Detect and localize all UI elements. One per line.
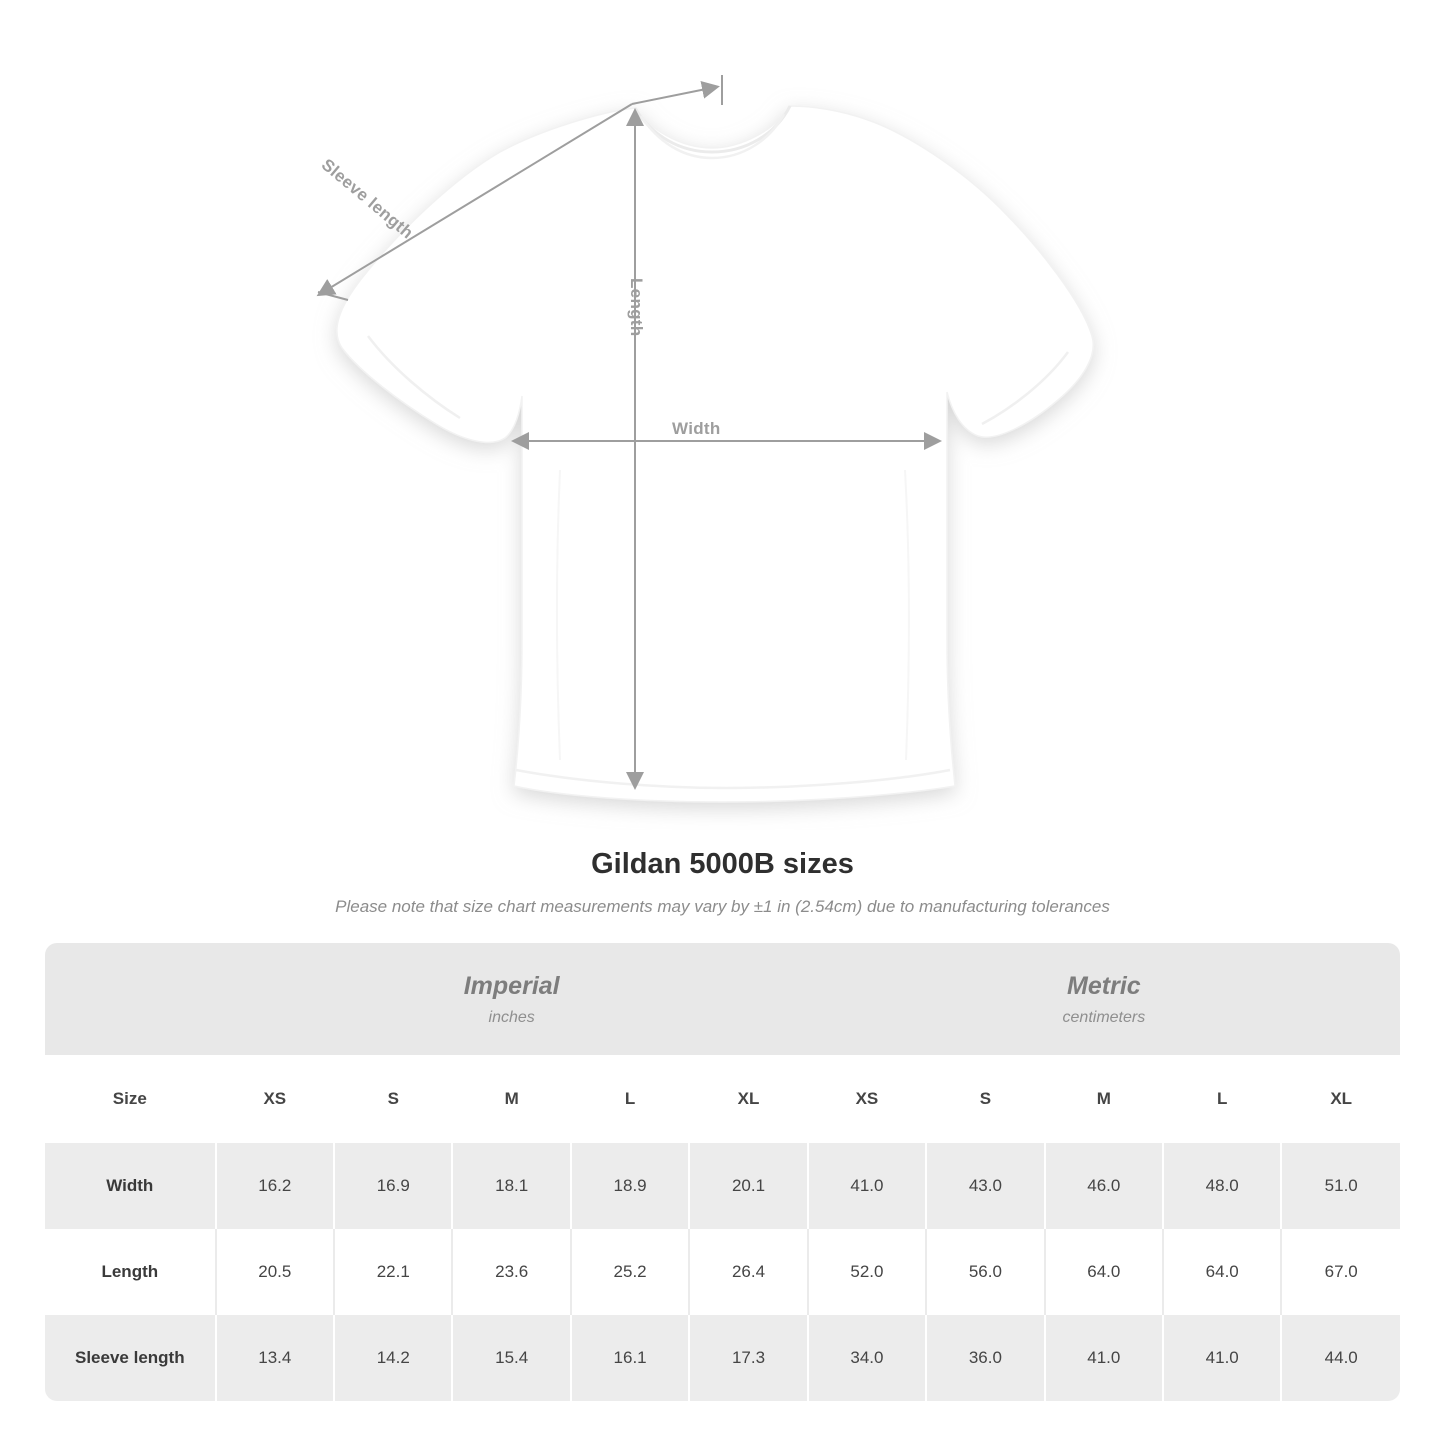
cell-width-metric-xs: 41.0	[808, 1143, 926, 1229]
cell-width-metric-m: 46.0	[1045, 1143, 1163, 1229]
cell-sleeve-metric-l: 41.0	[1163, 1315, 1281, 1401]
unit-metric-name: Metric	[1067, 971, 1141, 1000]
cell-sleeve-imperial-xs: 13.4	[216, 1315, 334, 1401]
cell-length-imperial-l: 25.2	[571, 1229, 689, 1315]
cell-width-metric-xl: 51.0	[1281, 1143, 1400, 1229]
cell-length-metric-xl: 67.0	[1281, 1229, 1400, 1315]
cell-sleeve-metric-m: 41.0	[1045, 1315, 1163, 1401]
table-row	[45, 1143, 1400, 1229]
cell-sleeve-imperial-xl: 17.3	[689, 1315, 807, 1401]
header-imperial-xs: XS	[216, 1055, 334, 1143]
row-label-width: Width	[45, 1143, 216, 1229]
unit-group-metric	[808, 943, 1400, 1055]
page-title: Gildan 5000B sizes	[591, 848, 854, 880]
table-header-row	[45, 1055, 1400, 1143]
size-table	[45, 943, 1400, 1401]
table-row	[45, 1229, 1400, 1315]
cell-sleeve-metric-xl: 44.0	[1281, 1315, 1400, 1401]
header-imperial-s: S	[334, 1055, 452, 1143]
unit-imperial-sub: inches	[488, 1008, 535, 1026]
header-metric-xs: XS	[808, 1055, 926, 1143]
cell-length-metric-xs: 52.0	[808, 1229, 926, 1315]
cell-width-imperial-m: 18.1	[452, 1143, 570, 1229]
cell-width-metric-s: 43.0	[926, 1143, 1044, 1229]
cell-length-metric-m: 64.0	[1045, 1229, 1163, 1315]
size-table-wrapper	[45, 943, 1400, 1401]
cell-width-metric-l: 48.0	[1163, 1143, 1281, 1229]
cell-width-imperial-xl: 20.1	[689, 1143, 807, 1229]
unit-spacer-cell	[45, 943, 216, 1055]
header-metric-s: S	[926, 1055, 1044, 1143]
row-label-length: Length	[101, 1262, 159, 1281]
cell-width-imperial-xs: 16.2	[216, 1143, 334, 1229]
unit-imperial-name: Imperial	[463, 971, 560, 1000]
row-label-sleeve-length: Sleeve length	[45, 1315, 216, 1401]
header-metric-l: L	[1163, 1055, 1281, 1143]
unit-group-row	[45, 943, 1400, 1055]
header-imperial-xl: XL	[689, 1055, 807, 1143]
cell-sleeve-imperial-s: 14.2	[334, 1315, 452, 1401]
cell-length-imperial-xs: 20.5	[216, 1229, 334, 1315]
length-label: Length	[627, 278, 646, 337]
header-imperial-l: L	[571, 1055, 689, 1143]
cell-sleeve-metric-xs: 34.0	[808, 1315, 926, 1401]
width-label: Width	[672, 419, 721, 438]
title-block	[0, 848, 1445, 917]
header-size: Size	[45, 1055, 216, 1143]
unit-metric-sub: centimeters	[1062, 1008, 1146, 1026]
cell-width-imperial-s: 16.9	[334, 1143, 452, 1229]
cell-length-metric-s: 56.0	[926, 1229, 1044, 1315]
header-metric-xl: XL	[1281, 1055, 1400, 1143]
cell-length-imperial-xl: 26.4	[689, 1229, 807, 1315]
cell-length-metric-l: 64.0	[1163, 1229, 1281, 1315]
unit-group-imperial	[216, 943, 808, 1055]
cell-width-imperial-l: 18.9	[571, 1143, 689, 1229]
cell-length-imperial-m: 23.6	[452, 1229, 570, 1315]
tshirt-shape	[337, 106, 1093, 802]
sleeve-length-label: Sleeve length	[317, 155, 417, 243]
table-row	[45, 1315, 1400, 1401]
cell-length-imperial-s: 22.1	[334, 1229, 452, 1315]
header-metric-m: M	[1045, 1055, 1163, 1143]
header-imperial-m: M	[452, 1055, 570, 1143]
tolerance-note: Please note that size chart measurements may vary by ±1 in (2.54cm) due to manufacturing tolerances	[335, 897, 1110, 916]
cell-sleeve-imperial-m: 15.4	[452, 1315, 570, 1401]
cell-sleeve-imperial-l: 16.1	[571, 1315, 689, 1401]
cell-sleeve-metric-s: 36.0	[926, 1315, 1044, 1401]
